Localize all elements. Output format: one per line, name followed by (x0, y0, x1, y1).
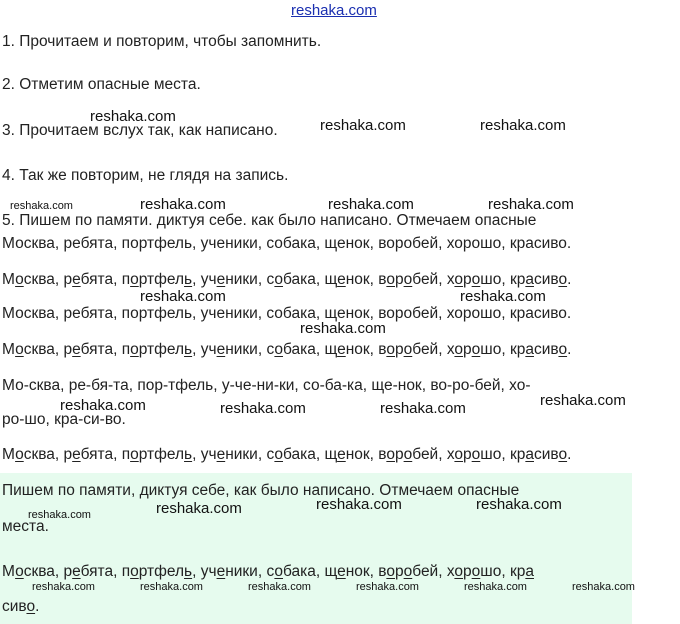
watermark: reshaka.com (460, 288, 546, 305)
marked-letter: о (558, 271, 568, 288)
marked-letter: о (403, 446, 413, 463)
marked-letter: о (15, 341, 24, 358)
word-segment: , уч (192, 341, 217, 358)
marked-letter: о (15, 563, 24, 580)
answer-line-1: Пишем по памяти, диктуя себе, как было написано. Отмечаем опасные (2, 482, 520, 499)
marked-letter: о (130, 341, 139, 358)
answer-line-2: места. (2, 518, 49, 535)
marked-letter: е (216, 341, 226, 358)
marked-letter: ь (184, 563, 193, 580)
watermark: reshaka.com (572, 581, 635, 593)
watermark: reshaka.com (328, 196, 414, 213)
watermark: reshaka.com (300, 320, 386, 337)
word-segment: шо, кр (480, 446, 526, 463)
word-segment: . (35, 598, 40, 615)
word-segment: шо, кр (480, 271, 526, 288)
marked-letter: а (525, 271, 534, 288)
answer-marked-line-1 (2, 562, 534, 582)
marked-letter: о (274, 341, 284, 358)
word-segment: бей, х (412, 271, 455, 288)
site-link[interactable]: reshaka.com (291, 2, 377, 19)
word-segment: ртфел (138, 446, 185, 463)
word-segment: р (463, 446, 472, 463)
word-segment: ртфел (138, 271, 185, 288)
marked-letter: о (386, 341, 395, 358)
watermark: reshaka.com (480, 117, 566, 134)
words-marked-1 (2, 270, 571, 290)
word-segment: сив (533, 446, 559, 463)
marked-letter: о (15, 446, 24, 463)
word-segment: р (394, 563, 404, 580)
word-segment: нок, в (345, 563, 387, 580)
answer-marked-line-2 (2, 597, 39, 617)
marked-letter: е (337, 446, 346, 463)
marked-letter: о (454, 271, 464, 288)
word-segment: , уч (192, 563, 217, 580)
watermark: reshaka.com (540, 392, 626, 409)
marked-letter: ь (184, 446, 193, 463)
marked-letter: о (386, 446, 395, 463)
word-segment: , уч (192, 271, 217, 288)
watermark: reshaka.com (90, 108, 176, 125)
word-segment: нок, в (345, 341, 387, 358)
marked-letter: о (454, 563, 464, 580)
word-segment: шо, кр (480, 341, 526, 358)
watermark: reshaka.com (380, 400, 466, 417)
marked-letter: о (130, 271, 139, 288)
marked-letter: о (403, 563, 413, 580)
watermark: reshaka.com (140, 196, 226, 213)
word-segment: бака, щ (283, 446, 338, 463)
word-segment: бей, х (412, 446, 455, 463)
word-segment: ники, с (225, 563, 275, 580)
word-segment: М (2, 446, 16, 463)
marked-letter: е (337, 563, 346, 580)
watermark: reshaka.com (248, 581, 311, 593)
step-3: 3. Прочитаем вслух так, как написано. (2, 122, 278, 139)
marked-letter: е (216, 446, 226, 463)
watermark: reshaka.com (60, 397, 146, 414)
marked-letter: ь (184, 341, 193, 358)
word-segment: ники, с (225, 271, 275, 288)
word-segment: р (394, 446, 404, 463)
marked-letter: о (454, 446, 464, 463)
word-segment: р (394, 341, 404, 358)
marked-letter: о (471, 563, 481, 580)
marked-letter: о (386, 563, 395, 580)
marked-letter: о (471, 271, 481, 288)
watermark: reshaka.com (140, 581, 203, 593)
word-segment: шо, кр (480, 563, 526, 580)
word-segment: сив (533, 341, 559, 358)
word-segment: р (463, 563, 472, 580)
word-segment: ники, с (225, 341, 275, 358)
marked-letter: о (26, 598, 36, 615)
marked-letter: е (216, 563, 226, 580)
watermark: reshaka.com (356, 581, 419, 593)
word-segment: М (2, 271, 16, 288)
marked-letter: о (274, 271, 284, 288)
marked-letter: е (216, 271, 226, 288)
step-2: 2. Отметим опасные места. (2, 76, 201, 93)
word-segment: сква, р (23, 563, 73, 580)
marked-letter: е (337, 271, 346, 288)
word-segment: ртфел (138, 341, 185, 358)
marked-letter: о (403, 341, 413, 358)
marked-letter: е (72, 446, 81, 463)
watermark: reshaka.com (28, 509, 91, 521)
watermark: reshaka.com (32, 581, 95, 593)
word-segment: бята, п (80, 446, 131, 463)
marked-letter: о (130, 446, 139, 463)
word-segment: . (567, 341, 572, 358)
marked-letter: о (403, 271, 413, 288)
watermark: reshaka.com (156, 500, 242, 517)
word-segment: бей, х (412, 563, 455, 580)
marked-letter: о (454, 341, 464, 358)
step-1: 1. Прочитаем и повторим, чтобы запомнить. (2, 33, 322, 50)
marked-letter: о (558, 341, 568, 358)
marked-letter: а (525, 446, 534, 463)
marked-letter: е (72, 271, 81, 288)
marked-letter: о (130, 563, 139, 580)
marked-letter: о (471, 341, 481, 358)
word-segment: ртфел (138, 563, 185, 580)
word-segment: бята, п (80, 341, 131, 358)
watermark: reshaka.com (220, 400, 306, 417)
marked-letter: а (525, 563, 534, 580)
watermark: reshaka.com (10, 200, 73, 212)
marked-letter: о (471, 446, 481, 463)
word-segment: бака, щ (283, 563, 338, 580)
word-segment: бей, х (412, 341, 455, 358)
watermark: reshaka.com (320, 117, 406, 134)
marked-letter: е (337, 341, 346, 358)
word-segment: сква, р (23, 271, 73, 288)
word-segment: . (567, 271, 572, 288)
word-segment: р (463, 341, 472, 358)
watermark: reshaka.com (316, 496, 402, 513)
marked-letter: о (15, 271, 24, 288)
word-segment: бака, щ (283, 271, 338, 288)
watermark: reshaka.com (140, 288, 226, 305)
marked-letter: е (72, 563, 81, 580)
watermark: reshaka.com (488, 196, 574, 213)
word-segment: М (2, 341, 16, 358)
word-segment: бята, п (80, 563, 131, 580)
word-segment: , уч (192, 446, 217, 463)
word-segment: . (567, 446, 572, 463)
word-segment: ники, с (225, 446, 275, 463)
marked-letter: о (274, 446, 284, 463)
syllables-line-2: ро-шо, кра-си-во. (2, 411, 126, 428)
step-4: 4. Так же повторим, не глядя на запись. (2, 167, 289, 184)
marked-letter: ь (184, 271, 193, 288)
watermark: reshaka.com (464, 581, 527, 593)
word-segment: сква, р (23, 341, 73, 358)
marked-letter: е (72, 341, 81, 358)
step-5: 5. Пишем по памяти. диктуя себе. как было написано. Отмечаем опасные (2, 212, 537, 229)
marked-letter: а (525, 341, 534, 358)
word-segment: бята, п (80, 271, 131, 288)
word-segment: р (394, 271, 404, 288)
marked-letter: о (386, 271, 395, 288)
word-segment: М (2, 563, 16, 580)
marked-letter: о (558, 446, 568, 463)
words-marked-3 (2, 445, 571, 465)
word-segment: бака, щ (283, 341, 338, 358)
word-segment: нок, в (345, 271, 387, 288)
word-segment: сив (2, 598, 27, 615)
word-segment: сква, р (23, 446, 73, 463)
word-segment: р (463, 271, 472, 288)
syllables-line-1: Мо-сква, ре-бя-та, пор-тфель, у-че-ни-ки, со-ба-ка, ще-нок, во-ро-бей, хо- (2, 377, 531, 394)
watermark: reshaka.com (476, 496, 562, 513)
word-segment: нок, в (345, 446, 387, 463)
words-plain-2: Москва, ребята, портфель, ученики, собака, щенок, воробей, хорошо, красиво. (2, 305, 572, 322)
word-segment: сив (533, 271, 559, 288)
words-marked-2 (2, 340, 571, 360)
marked-letter: о (274, 563, 284, 580)
words-plain-1: Москва, ребята, портфель, ученики, собака, щенок, воробей, хорошо, красиво. (2, 235, 572, 252)
